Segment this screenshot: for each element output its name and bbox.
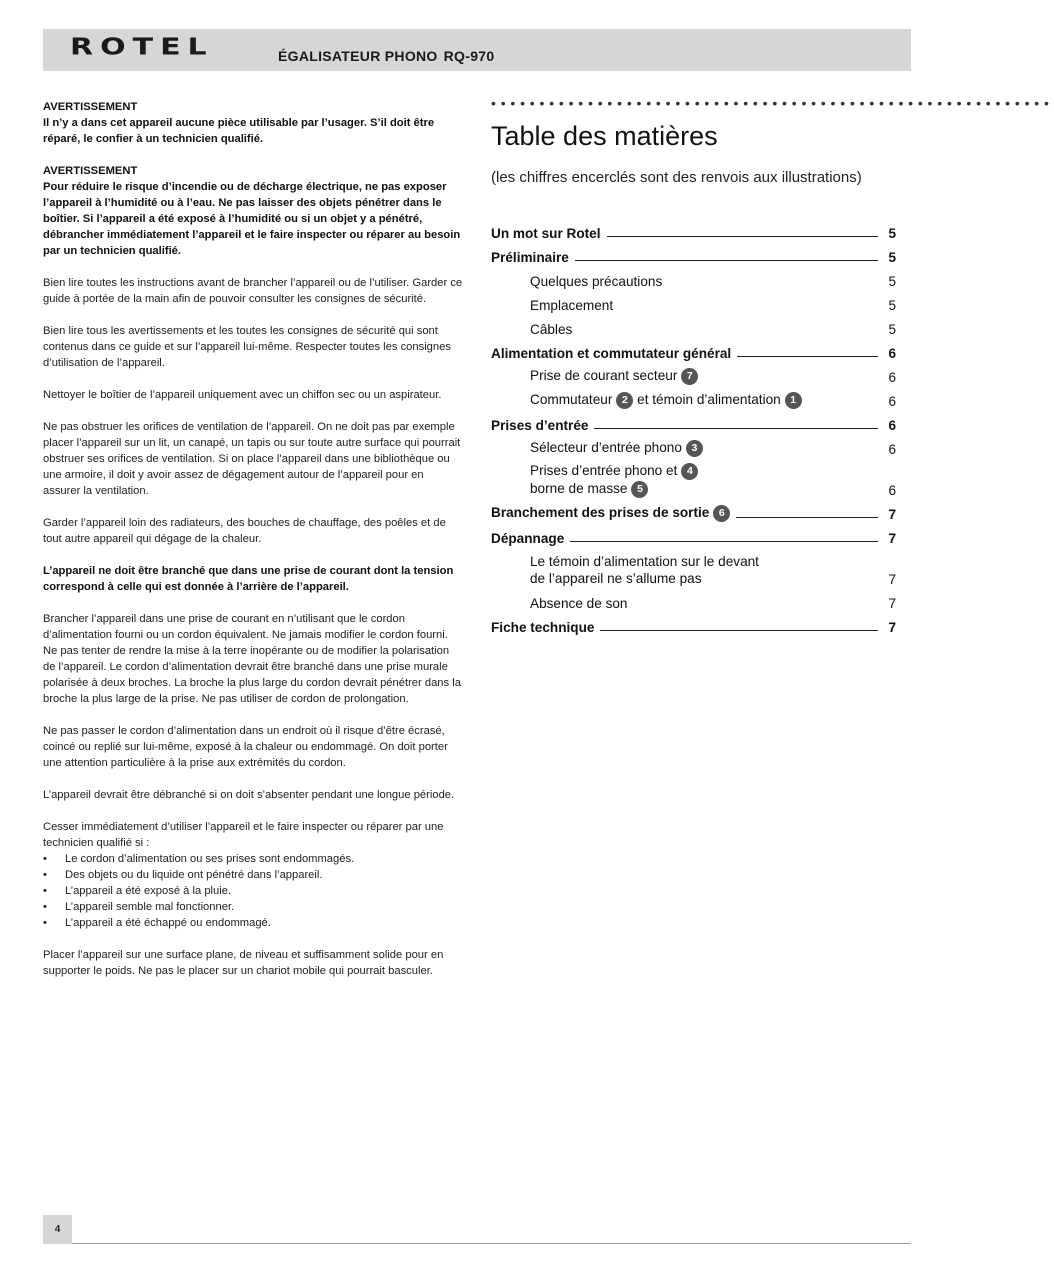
warning-text-1: Il n’y a dans cet appareil aucune pièce utilisable par l’usager. S’il doit être réparé, le confier à un technicien qualifié. [43,117,435,145]
toc-entry[interactable] [491,457,896,498]
toc-label: Un mot sur Rotel [491,226,601,241]
toc-page: 6 [888,418,896,433]
figure-ref-badge: 7 [681,368,698,385]
toc-label-text: Prises d’entrée phono et [530,463,678,478]
safety-paragraph: Placer l’appareil sur une surface plane, de niveau et suffisamment solide pour en supporter le poids. Ne pas le placer sur un chariot mobile qui pourrait basculer. [43,949,444,977]
safety-paragraph: Ne pas passer le cordon d’alimentation dans un endroit où il risque d’être écrasé, coincé ou replié sur lui-même, exposé à la chaleur ou endommagé. On doit porter une attention particulière à la prise aux extrémités du cordon. [43,725,448,769]
figure-ref-badge: 1 [785,392,802,409]
toc-entry[interactable] [491,409,896,433]
toc-label [491,505,730,522]
toc-page: 5 [888,226,896,241]
toc-entry[interactable] [491,498,896,522]
toc-page: 7 [888,596,896,611]
toc-label [491,440,703,457]
safety-paragraph: Cesser immédiatement d’utiliser l’appareil et le faire inspecter ou réparer par une technicien qualifié si : [43,821,444,849]
list-item: • L’appareil a été échappé ou endommagé. [43,915,463,931]
inspection-list [43,851,463,931]
toc-leader [594,428,878,429]
toc-entry[interactable] [491,433,896,457]
rotel-logo: ROTEL [70,33,214,61]
toc-page: 6 [888,442,896,457]
safety-paragraph: Brancher l’appareil dans une prise de courant en n’utilisant que le cordon d’alimentation fourni ou un cordon équivalent. Ne jamais modifier le cordon fourni. Ne pas tenter de rendre la mise à la terre inopérante ou de modifier la polarisation de l’appareil. Le cordon d’alimentation devrait être branché dans une prise murale polarisée à deux broches. La broche la plus large du cordon devrait pénétrer dans la broche la plus large de la prise. Ne pas utiliser de cordon de prolongation. [43,613,461,705]
toc-entry[interactable] [491,522,896,546]
toc-label: Câbles [530,322,573,337]
toc-entry[interactable] [491,361,896,385]
toc-label: Dépannage [491,531,565,546]
toc-entry[interactable] [491,217,896,241]
toc-leader [600,630,878,631]
safety-paragraph: L’appareil devrait être débranché si on doit s’absenter pendant une longue période. [43,789,455,801]
toc-label: Absence de son [530,596,628,611]
toc-label: Fiche technique [491,620,595,635]
toc-label: Quelques précautions [530,274,663,289]
toc-page: 5 [888,322,896,337]
toc-page: 7 [888,531,896,546]
dotted-divider: •••••••••••••••••••••••••••••••••••••••••••••••••••••••••• [491,95,1054,111]
figure-ref-badge: 4 [681,463,698,480]
toc-label-text: Commutateur [530,392,613,407]
header-title: ÉGALISATEUR PHONO [278,48,438,64]
page-number-box [43,1215,72,1244]
toc-leader [570,541,878,542]
list-item: • L’appareil semble mal fonctionner. [43,899,463,915]
figure-ref-badge: 6 [713,505,730,522]
toc-label-text: Sélecteur d’entrée phono [530,440,682,455]
list-item: • Le cordon d’alimentation ou ses prises sont endommagés. [43,851,463,867]
toc-entry[interactable] [491,265,896,289]
toc-page: 6 [888,394,896,409]
toc-entry[interactable] [491,587,896,611]
toc-label [491,462,698,498]
toc-entry[interactable] [491,546,896,587]
list-item: • L’appareil a été exposé à la pluie. [43,883,463,899]
toc-leader [736,517,878,518]
toc-entry[interactable] [491,337,896,361]
toc-page: 6 [888,483,896,498]
document-title [278,48,494,64]
toc-label: Préliminaire [491,250,569,265]
safety-paragraph: Garder l’appareil loin des radiateurs, des bouches de chauffage, des poêles et de tout autre appareil qui dégage de la chaleur. [43,517,446,545]
toc-page: 5 [888,274,896,289]
toc-entry[interactable] [491,289,896,313]
toc-label: Prises d’entrée [491,418,589,433]
figure-ref-badge: 5 [631,481,648,498]
list-item: • Des objets ou du liquide ont pénétré dans l’appareil. [43,867,463,883]
toc-label-text: de l’appareil ne s’allume pas [530,571,702,586]
toc-label: Emplacement [530,298,614,313]
toc-page: 7 [888,620,896,635]
header-model: RQ-970 [443,48,495,64]
toc-page: 5 [888,298,896,313]
toc-page: 7 [888,572,896,587]
safety-column [43,99,463,995]
footer-rule [72,1243,911,1244]
toc-page: 6 [888,346,896,361]
toc-label-text: Prise de courant secteur [530,368,678,383]
toc-label-text: Le témoin d’alimentation sur le devant [530,554,759,569]
toc-entry[interactable] [491,611,896,635]
warning-text-2: Pour réduire le risque d’incendie ou de décharge électrique, ne pas exposer l’appareil à l’humidité ou à l’eau. Ne pas laisser des objets pénétrer dans le boîtier. Si l’appareil a été exposé à l’humidité ou si un objet y a pénétré, débrancher immédiatement l’appareil et le faire inspecter ou réparer au besoin par un technicien qualifié. [43,181,461,257]
toc-label: Alimentation et commutateur général [491,346,732,361]
toc-page: 5 [888,250,896,265]
toc-label [491,553,759,587]
voltage-warning: L’appareil ne doit être branché que dans une prise de courant dont la tension correspond à celle qui est donnée à l’arrière de l’appareil. [43,565,454,593]
figure-ref-badge: 3 [686,440,703,457]
toc-label [491,392,802,409]
toc-page: 7 [888,507,896,522]
safety-paragraph: Ne pas obstruer les orifices de ventilation de l’appareil. On ne doit pas par exemple placer l’appareil sur un lit, un canapé, un tapis ou sur toute autre surface qui pourrait obstruer ses orifices de ventilation. Si on place l’appareil dans une bibliothèque ou une armoire, il doit y avoir assez de dégagement autour de l’appareil pour en assurer la ventilation. [43,421,461,497]
toc-entry[interactable] [491,385,896,409]
toc-subtitle: (les chiffres encerclés sont des renvois aux illustrations) [491,169,862,186]
toc-entry[interactable] [491,313,896,337]
toc-label-text: Branchement des prises de sortie [491,505,710,520]
page-number: 4 [54,1224,61,1235]
toc-label [491,368,698,385]
toc-label-text: et témoin d’alimentation [637,392,781,407]
table-of-contents [491,217,896,635]
toc-leader [575,260,878,261]
toc-title: Table des matières [491,121,718,151]
toc-page: 6 [888,370,896,385]
toc-leader [737,356,878,357]
warning-title-2: AVERTISSEMENT [43,165,138,177]
toc-entry[interactable] [491,241,896,265]
warning-title-1: AVERTISSEMENT [43,101,138,113]
toc-leader [607,236,878,237]
safety-paragraph: Bien lire toutes les instructions avant de brancher l’appareil ou de l’utiliser. Garder ce guide à portée de la main afin de pouvoir consulter les consignes de sécurité. [43,277,463,305]
safety-paragraph: Bien lire tous les avertissements et les toutes les consignes de sécurité qui sont contenus dans ce guide et sur l’appareil lui-même. Respecter toutes les consignes d’utilisation de l’appareil. [43,325,451,369]
safety-paragraph: Nettoyer le boîtier de l’appareil uniquement avec un chiffon sec ou un aspirateur. [43,389,442,401]
figure-ref-badge: 2 [616,392,633,409]
toc-label-text: borne de masse [530,481,628,496]
